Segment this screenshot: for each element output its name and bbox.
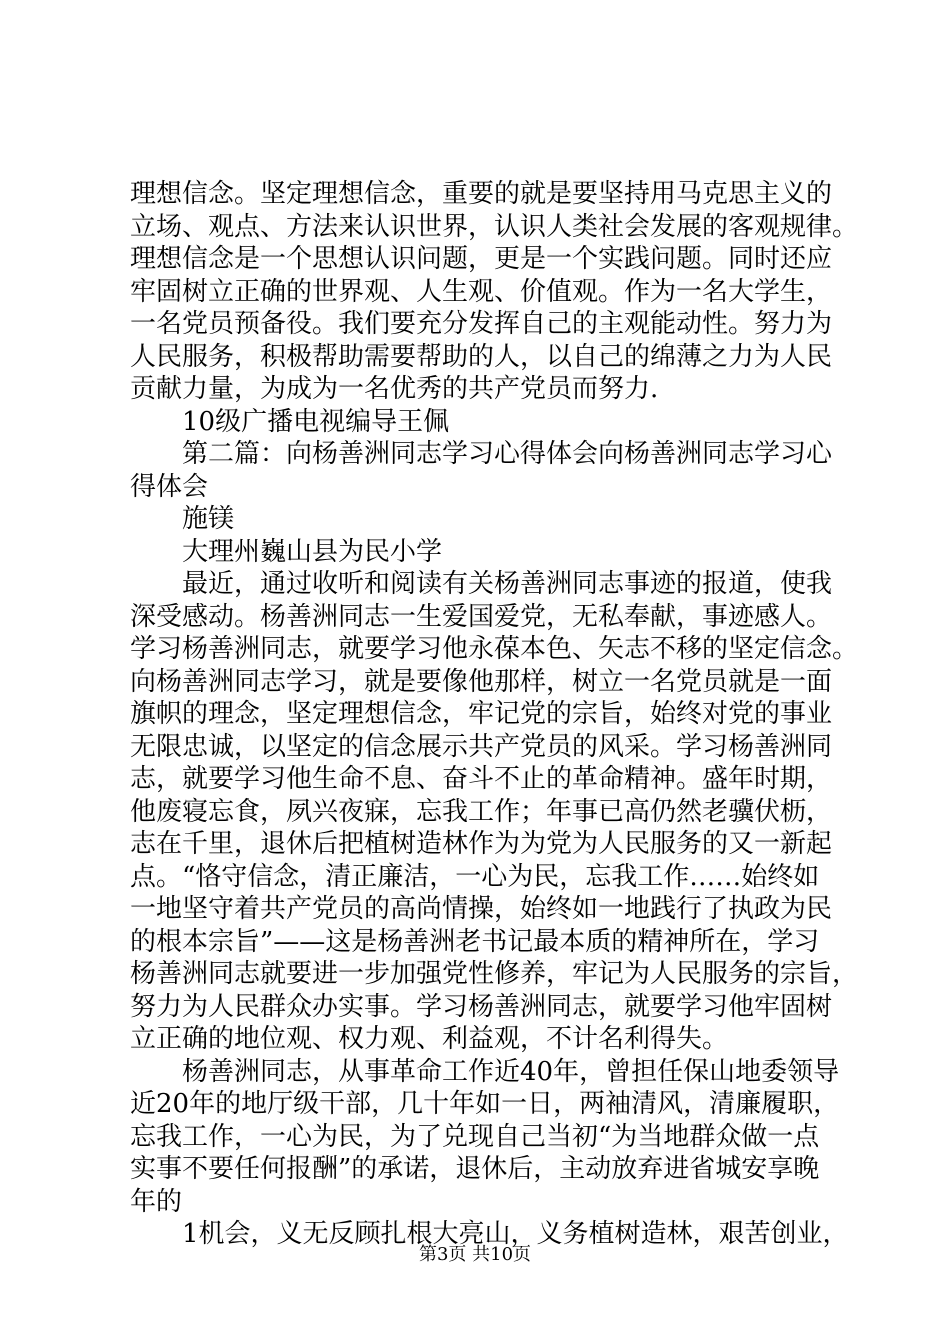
text-line: 人民服务，积极帮助需要帮助的人，以自己的绵薄之力为人民 bbox=[130, 341, 833, 372]
text-line: 理想信念。坚定理想信念，重要的就是要坚持用马克思主义的 bbox=[130, 179, 833, 209]
text-line: 志在千里，退休后把植树造林作为为党为人民服务的又一新起 bbox=[130, 829, 833, 859]
text-line: 向杨善洲同志学习，就是要像他那样，树立一名党员就是一面 bbox=[130, 666, 833, 697]
author-name: 施镁 bbox=[182, 504, 235, 534]
text-line: 点。“恪守信念，清正廉洁，一心为民，忘我工作……始终如 bbox=[130, 861, 820, 892]
text-line: 1机会，义无反顾扎根大亮山，义务植树造林，艰苦创业， bbox=[182, 1219, 849, 1249]
body-text bbox=[130, 178, 859, 1251]
text-line: 忘我工作，一心为民，为了兑现自己当初“为当地群众做一点 bbox=[130, 1121, 820, 1152]
text-line: 一地坚守着共产党员的高尚情操，始终如一地践行了执政为民 bbox=[130, 894, 833, 924]
text-line: 实事不要任何报酬”的承诺，退休后，主动放弃进省城安享晚 bbox=[130, 1154, 820, 1184]
section-title-continued: 得体会 bbox=[130, 471, 209, 502]
text-line: 最近，通过收听和阅读有关杨善洲同志事迹的报道，使我 bbox=[182, 569, 833, 599]
author-line: 10级广播电视编导王佩 bbox=[182, 406, 450, 437]
text-line: 的根本宗旨”——这是杨善洲老书记最本质的精神所在，学习 bbox=[130, 926, 820, 957]
text-line: 立场、观点、方法来认识世界，认识人类社会发展的客观规律。 bbox=[130, 211, 859, 242]
text-line: 深受感动。杨善洲同志一生爱国爱党，无私奉献，事迹感人。 bbox=[130, 601, 833, 632]
text-line: 努力为人民群众办实事。学习杨善洲同志，就要学习他牢固树 bbox=[130, 991, 833, 1022]
page-footer bbox=[0, 1243, 950, 1267]
text-line: 贡献力量，为成为一名优秀的共产党员而努力. bbox=[130, 374, 659, 404]
text-line: 理想信念是一个思想认识问题，更是一个实践问题。同时还应 bbox=[130, 244, 833, 274]
text-line: 杨善洲同志，从事革命工作近40年，曾担任保山地委领导 bbox=[182, 1056, 840, 1087]
text-line: 志，就要学习他生命不息、奋斗不止的革命精神。盛年时期， bbox=[130, 764, 833, 794]
text-line: 立正确的地位观、权力观、利益观，不计名利得失。 bbox=[130, 1024, 729, 1054]
text-line: 一名党员预备役。我们要充分发挥自己的主观能动性。努力为 bbox=[130, 309, 833, 339]
text-line: 牢固树立正确的世界观、人生观、价值观。作为一名大学生， bbox=[130, 276, 833, 307]
author-affiliation: 大理州巍山县为民小学 bbox=[182, 536, 443, 567]
text-line: 旗帜的理念，坚定理想信念，牢记党的宗旨，始终对党的事业 bbox=[130, 699, 833, 729]
page-number: 第3页 共10页 bbox=[418, 1244, 532, 1265]
section-title: 第二篇：向杨善洲同志学习心得体会向杨善洲同志学习心 bbox=[182, 439, 833, 469]
text-line: 近20年的地厅级干部，几十年如一日，两袖清风，清廉履职， bbox=[130, 1089, 840, 1119]
text-line: 学习杨善洲同志，就要学习他永葆本色、矢志不移的坚定信念。 bbox=[130, 634, 859, 664]
text-line: 无限忠诚，以坚定的信念展示共产党员的风采。学习杨善洲同 bbox=[130, 731, 833, 762]
text-line: 他废寝忘食，夙兴夜寐，忘我工作；年事已高仍然老骥伏枥， bbox=[130, 796, 833, 827]
text-line: 杨善洲同志就要进一步加强党性修养，牢记为人民服务的宗旨， bbox=[130, 959, 859, 989]
text-line: 年的 bbox=[130, 1186, 183, 1217]
